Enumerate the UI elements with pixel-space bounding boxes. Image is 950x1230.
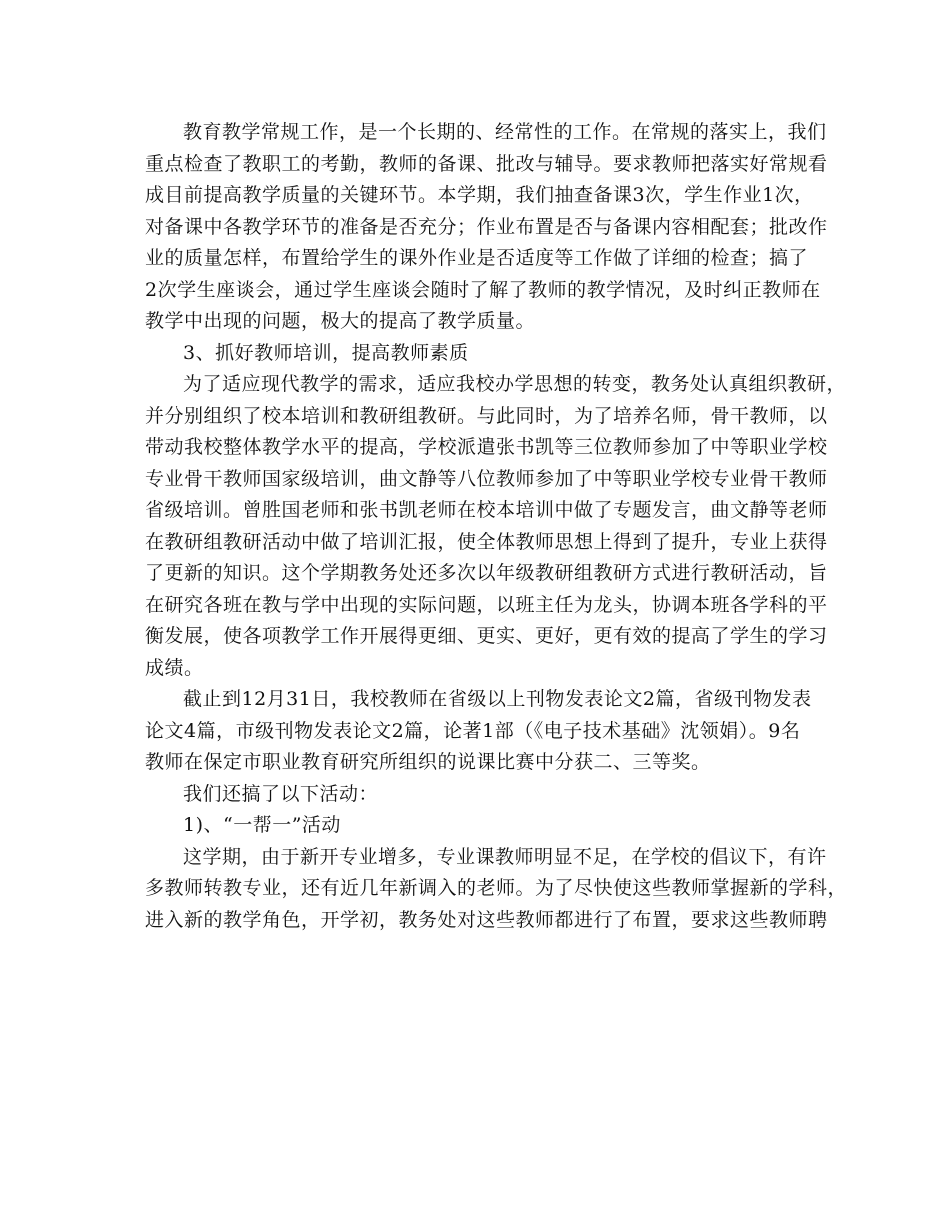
text-line: 专业骨干教师国家级培训，曲文静等八位教师参加了中等职业学校专业骨干教师: [145, 467, 828, 490]
text-line: 2次学生座谈会，通过学生座谈会随时了解了教师的教学情况，及时纠正教师在: [145, 278, 821, 301]
text-line: 对备课中各教学环节的准备是否充分；作业布置是否与备课内容相配套；批改作: [145, 215, 828, 238]
text-line: 多教师转教专业，还有近几年新调入的老师。为了尽快使这些教师掌握新的学科，: [145, 877, 848, 899]
text-line: 截止到12月31日，我校教师在省级以上刊物发表论文2篇，省级刊物发表: [183, 688, 812, 710]
text-line: 成目前提高教学质量的关键环节。本学期，我们抽查备课3次，学生作业1次，: [145, 184, 814, 206]
document-body: [145, 117, 848, 936]
text-line: 为了适应现代教学的需求，适应我校办学思想的转变，教务处认真组织教研，: [183, 373, 847, 395]
subsection-heading: 1)、“一帮一”活动: [183, 814, 341, 836]
text-line: 了更新的知识。这个学期教务处还多次以年级教研组教研方式进行教研活动，旨: [145, 562, 828, 584]
text-line: 我们还搞了以下活动：: [183, 782, 379, 805]
text-line: 这学期，由于新开专业增多，专业课教师明显不足，在学校的倡议下，有许: [183, 845, 827, 868]
text-line: 省级培训。曾胜国老师和张书凯老师在校本培训中做了专题发言，曲文静等老师: [145, 499, 828, 521]
text-line: 在研究各班在教与学中出现的实际问题，以班主任为龙头，协调本班各学科的平: [145, 593, 828, 616]
text-line: 在教研组教研活动中做了培训汇报，使全体教师思想上得到了提升，专业上获得: [145, 530, 828, 553]
text-line: 业的质量怎样，布置给学生的课外作业是否适度等工作做了详细的检查；搞了: [145, 247, 809, 269]
text-line: 教育教学常规工作，是一个长期的、经常性的工作。在常规的落实上，我们: [183, 121, 827, 143]
text-line: 成绩。: [145, 656, 204, 679]
text-line: 并分别组织了校本培训和教研组教研。与此同时，为了培养名师，骨干教师，以: [145, 404, 828, 427]
text-line: 带动我校整体教学水平的提高，学校派遣张书凯等三位教师参加了中等职业学校: [145, 436, 828, 458]
section-heading: 3、抓好教师培训，提高教师素质: [183, 341, 469, 364]
text-line: 教师在保定市职业教育研究所组织的说课比赛中分获二、三等奖。: [145, 751, 711, 773]
text-line: 教学中出现的问题，极大的提高了教学质量。: [145, 310, 536, 332]
text-line: 重点检查了教职工的考勤，教师的备课、批改与辅导。要求教师把落实好常规看: [145, 152, 828, 175]
text-line: 衡发展，使各项教学工作开展得更细、更实、更好，更有效的提高了学生的学习: [145, 625, 828, 647]
text-line: 论文4篇，市级刊物发表论文2篇，论著1部（《电子技术基础》沈领娟）。9名: [145, 719, 801, 742]
text-line: 进入新的教学角色，开学初，教务处对这些教师都进行了布置，要求这些教师聘: [145, 908, 828, 931]
